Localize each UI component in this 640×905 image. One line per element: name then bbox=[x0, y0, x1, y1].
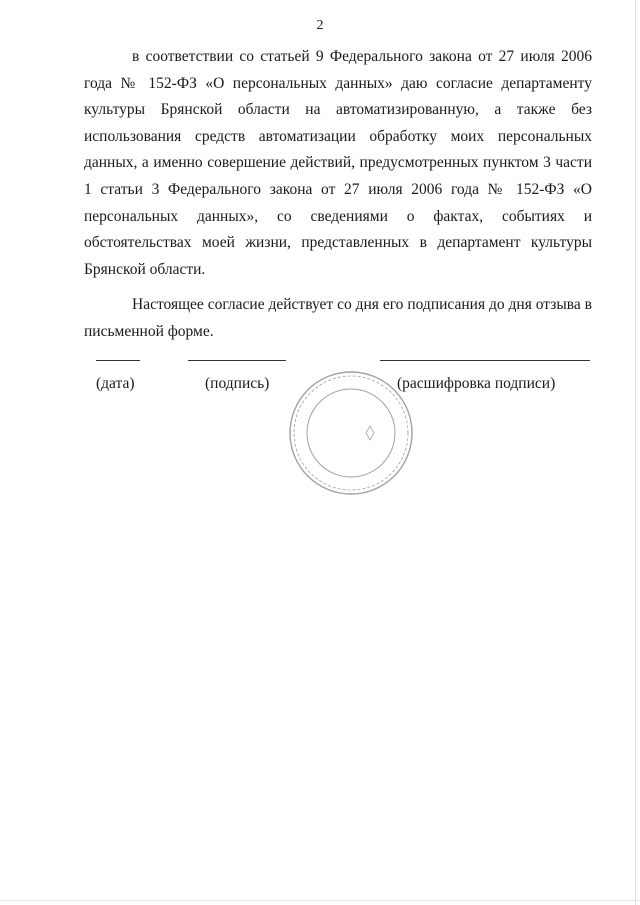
official-stamp bbox=[286, 368, 416, 498]
date-line bbox=[96, 360, 140, 361]
date-caption: (дата) bbox=[96, 375, 135, 392]
signature-line bbox=[188, 360, 286, 361]
signature-caption: (подпись) bbox=[205, 375, 270, 392]
page-number: 2 bbox=[316, 18, 324, 33]
stamp-outer-ring bbox=[290, 372, 412, 494]
stamp-rhombus-mark bbox=[366, 426, 374, 440]
signature-transcript-caption: (расшифровка подписи) bbox=[397, 375, 556, 392]
stamp-dotted-ring bbox=[294, 376, 408, 490]
consent-validity-paragraph: Настоящее согласие действует со дня его подписания до дня отзыва в письменной форме. bbox=[84, 296, 592, 340]
scan-edge-right bbox=[635, 0, 636, 905]
stamp-inner-ring bbox=[307, 389, 395, 477]
consent-text bbox=[84, 44, 592, 346]
signature-transcript-line bbox=[380, 360, 590, 361]
scan-edge-bottom bbox=[0, 900, 640, 901]
consent-paragraph: в соответствии со статьей 9 Федерального закона от 27 июля 2006 года № 152-ФЗ «О персональных данных» даю согласие департаменту культуры Брянской области на автоматизированную, а также без использования средств автоматизации обработку моих персональных данных, а именно совершение действий, предусмотренных пунктом 3 части 1 статьи 3 Федерального закона от 27 июля 2006 года № 152-ФЗ «О персональных данных», со сведениями о фактах, событиях и обстоятельствах моей жизни, представленных в департамент культуры Брянской области. bbox=[84, 48, 592, 278]
